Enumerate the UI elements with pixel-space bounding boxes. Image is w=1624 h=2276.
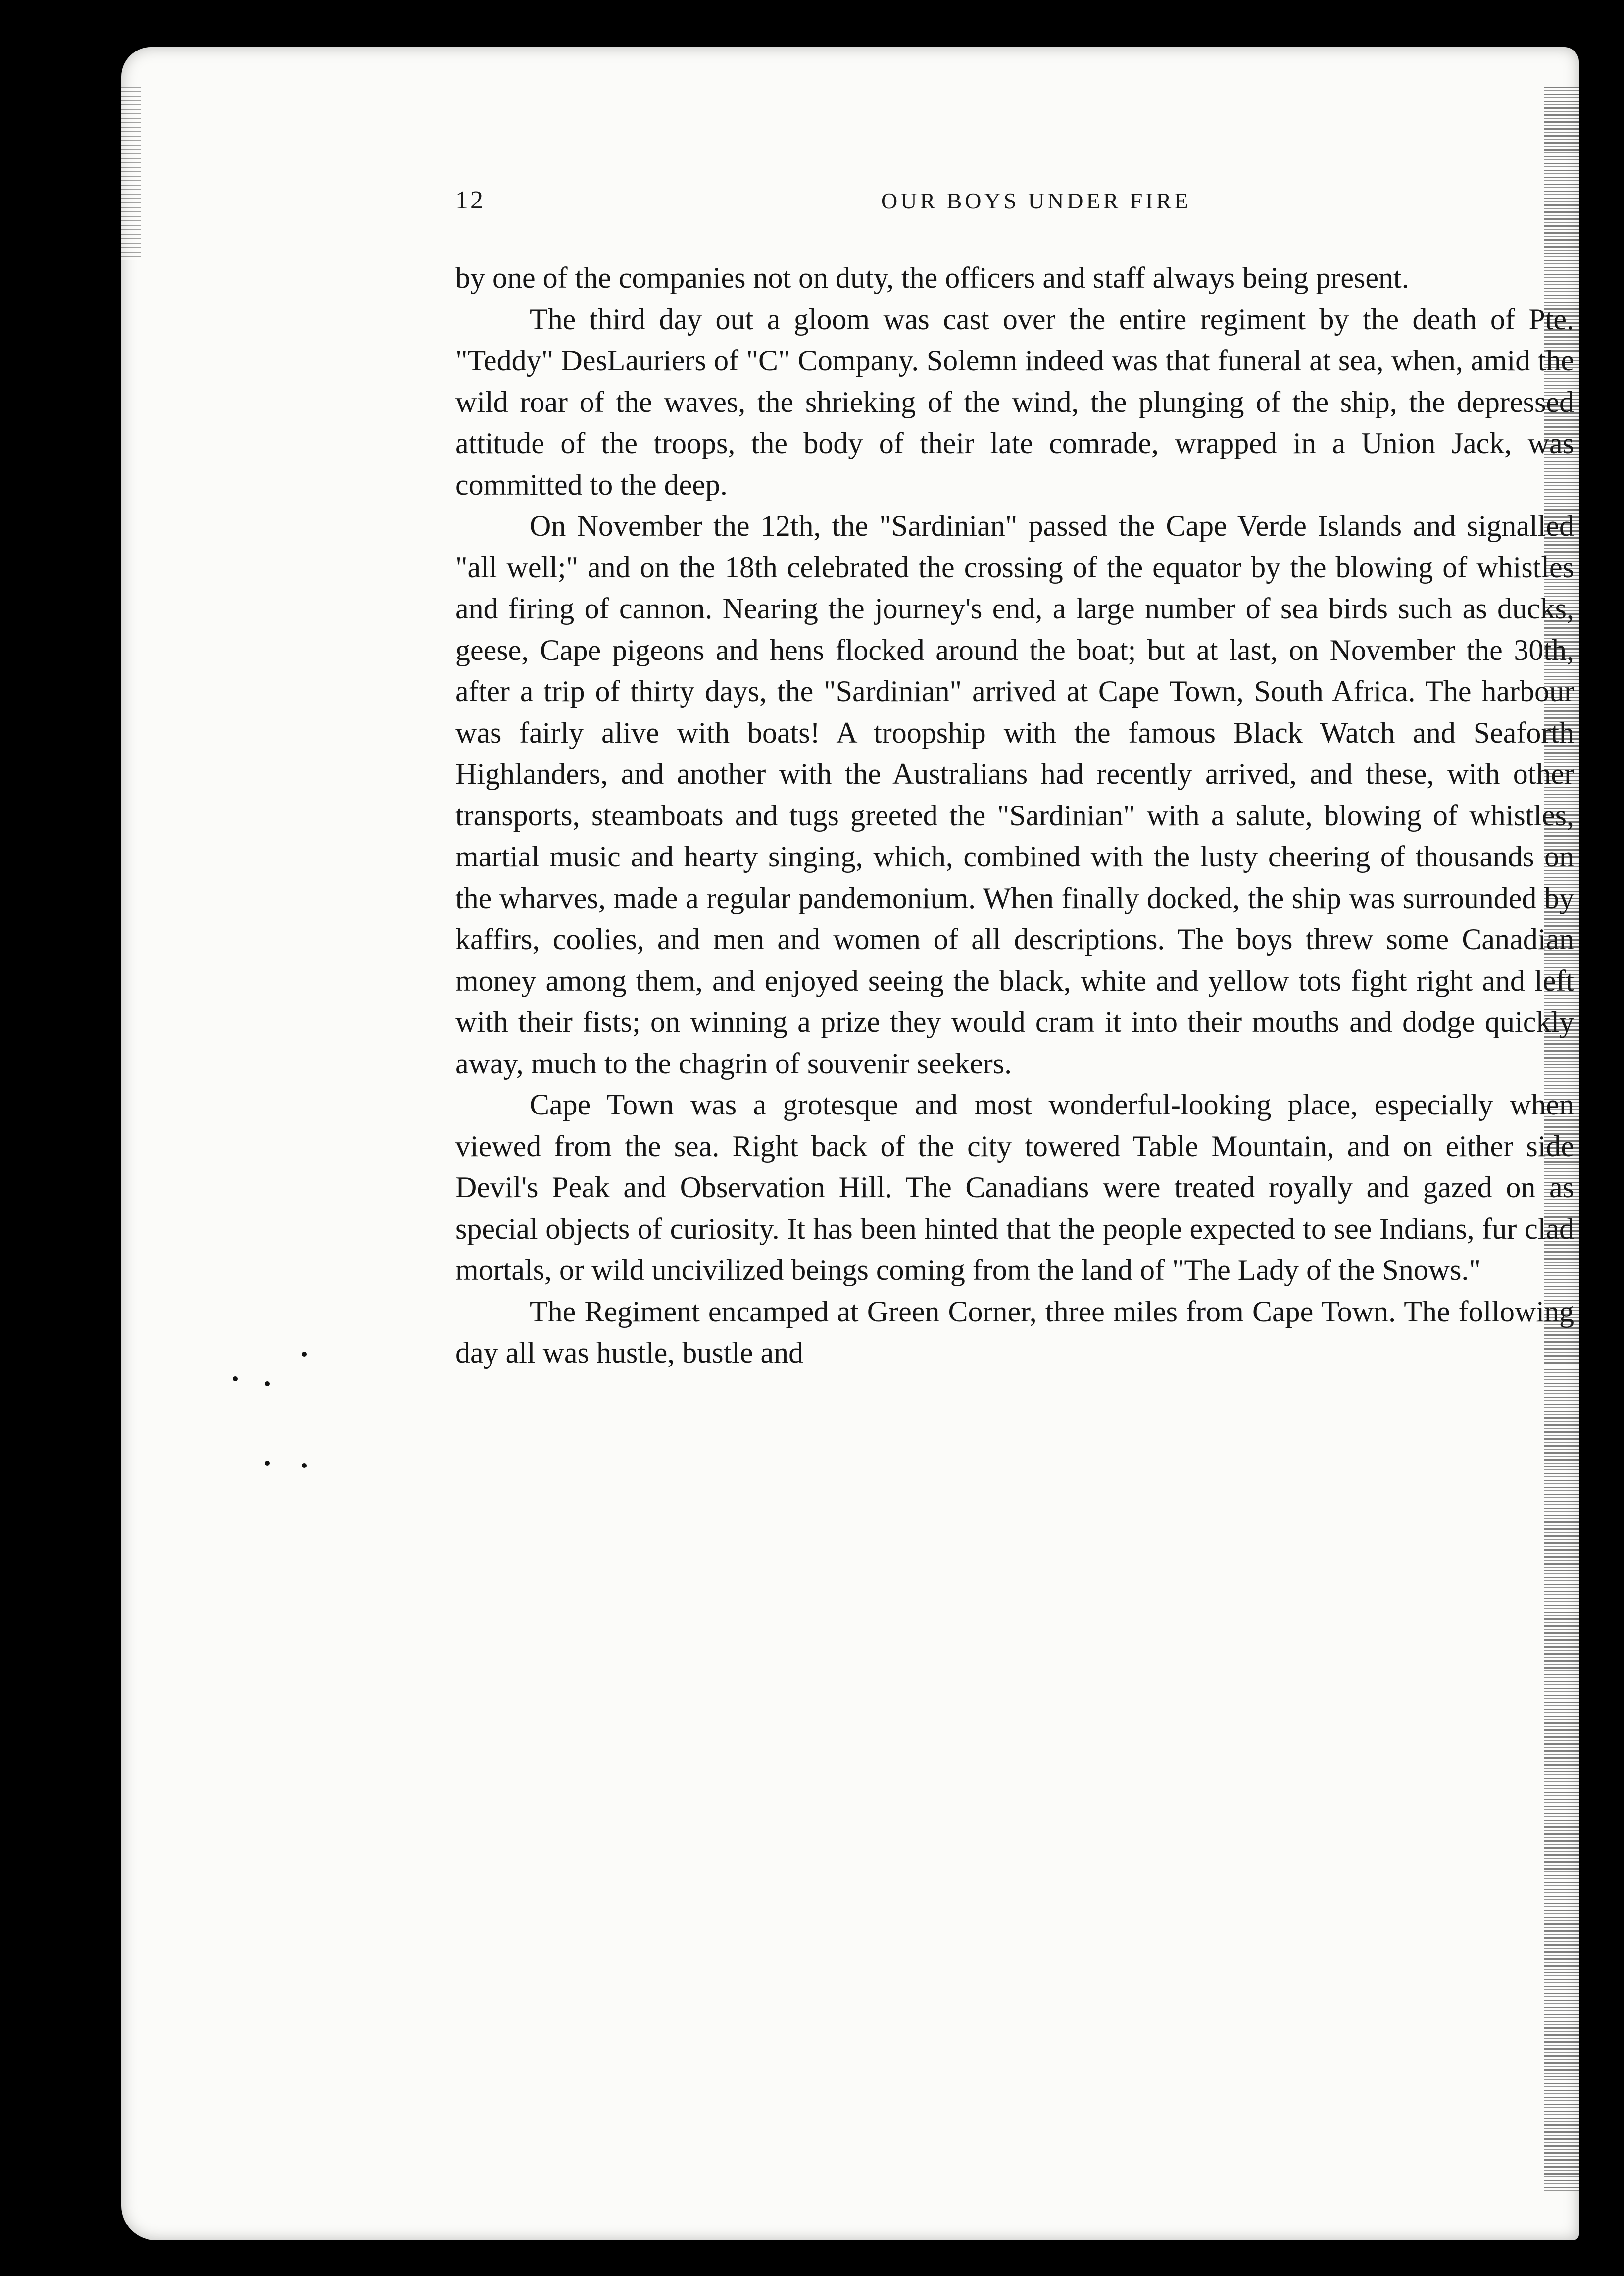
paragraph-continuation: by one of the companies not on duty, the officers and staff always being present. xyxy=(455,261,1409,294)
ink-speck xyxy=(302,1463,307,1468)
body-text xyxy=(455,257,1574,1374)
paragraph-funeral: The third day out a gloom was cast over the entire regiment by the death of Pte. "Teddy" DesLauriers of "C" Company. Solemn indeed was that funeral at sea, when, amid the wild roar of the waves, the shrieking of the wind, the plunging of the ship, the depressed attitude of the troops, the body of their late comrade, wrapped in a Union Jack, was committed to the deep. xyxy=(455,303,1574,501)
ink-speck xyxy=(265,1381,270,1386)
ink-speck xyxy=(265,1461,270,1466)
paragraph-encampment: The Regiment encamped at Green Corner, three miles from Cape Town. The following day all was hustle, bustle and xyxy=(455,1295,1574,1369)
paragraph-voyage: On November the 12th, the "Sardinian" passed the Cape Verde Islands and signalled "all well;" and on the 18th celebrated the crossing of the equator by the blowing of whistles and firing of cannon. Nearing the journey's end, a large number of sea birds such as ducks, geese, Cape pigeons and hens flocked around the boat; but at last, on November the 30th, after a trip of thirty days, the "Sardinian" arrived at Cape Town, South Africa. The harbour was fairly alive with boats! A troopship with the famous Black Watch and Seaforth Highlanders, and another with the Australians had recently arrived, and these, with other transports, steamboats and tugs greeted the "Sardinian" with a salute, blowing of whistles, martial music and hearty singing, which, combined with the lusty cheering of thousands on the wharves, made a regular pandemonium. When finally docked, the ship was surrounded by kaffirs, coolies, and men and women of all descriptions. The boys threw some Canadian money among them, and enjoyed seeing the black, white and yellow tots fight right and left with their fists; on winning a prize they would cram it into their mouths and dodge quickly away, much to the chagrin of souvenir seekers. xyxy=(455,509,1574,1080)
page-number: 12 xyxy=(455,186,485,214)
paragraph-cape-town: Cape Town was a grotesque and most wonderful-looking place, especially when viewed from the sea. Right back of the city towered Table Mountain, and on either side Devil's Peak and Observation Hill. The Canadians were treated royally and gazed on as special objects of curiosity. It has been hinted that the people expected to see Indians, fur clad mortals, or wild uncivilized beings coming from the land of "The Lady of the Snows." xyxy=(455,1088,1574,1286)
page-header xyxy=(455,186,1579,225)
ink-speck xyxy=(233,1376,238,1381)
ink-speck xyxy=(302,1352,307,1357)
running-title: OUR BOYS UNDER FIRE xyxy=(881,188,1191,213)
page-edge-left xyxy=(121,87,141,260)
